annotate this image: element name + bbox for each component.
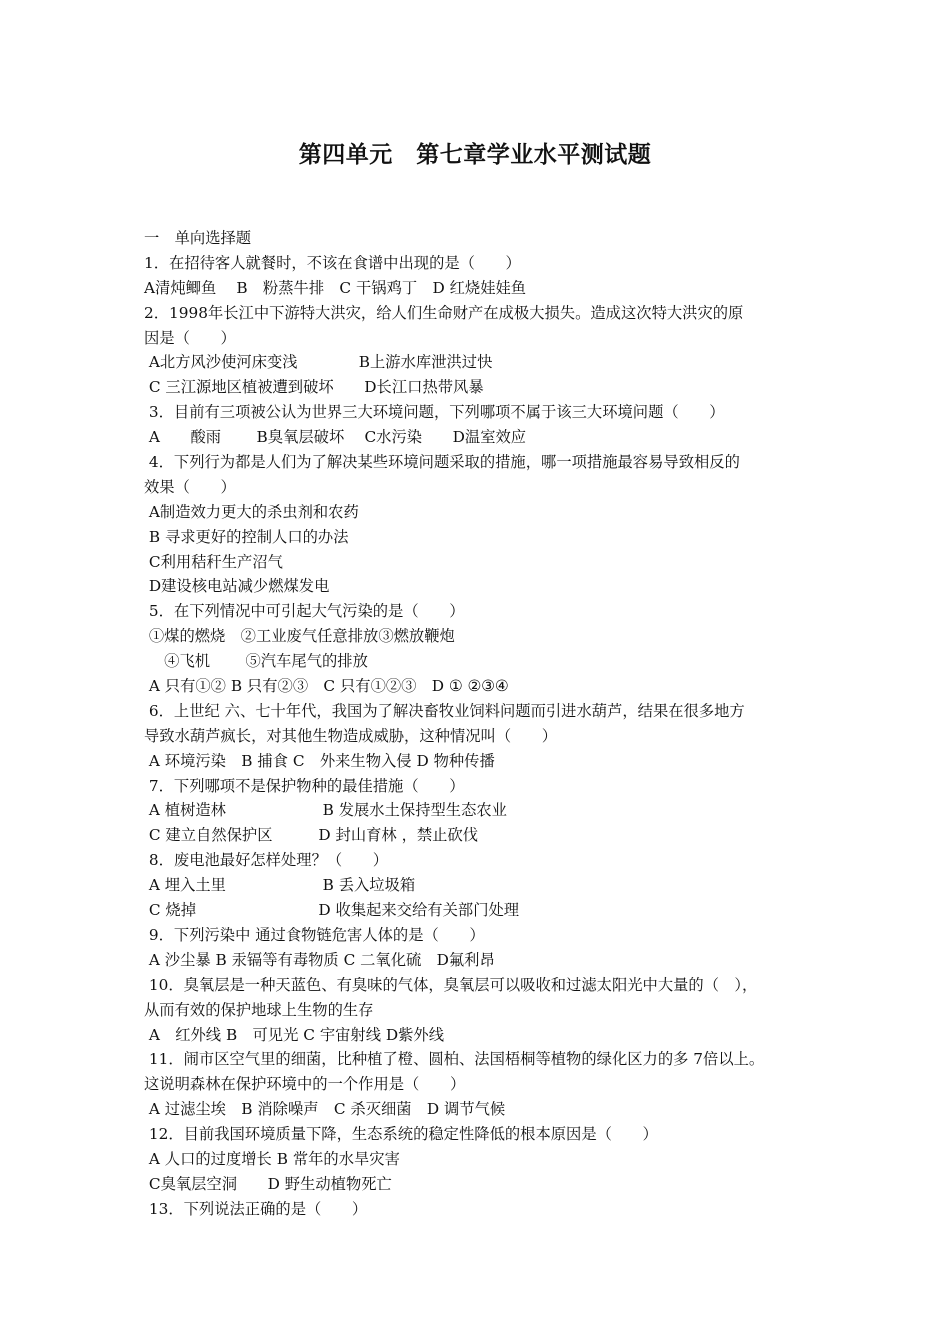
text-line: C 烧掉 D 收集起来交给有关部门处理 bbox=[144, 901, 520, 920]
text-line: C臭氧层空洞 D 野生动植物死亡 bbox=[144, 1174, 392, 1193]
text-line: 3．目前有三项被公认为世界三大环境问题，下列哪项不属于该三大环境问题（ ） bbox=[144, 403, 725, 422]
text-line: 6．上世纪 六、七十年代，我国为了解决畜牧业饲料问题而引进水葫芦，结果在很多地方 bbox=[144, 701, 745, 720]
text-line: C 三江源地区植被遭到破坏 D长江口热带风暴 bbox=[144, 378, 484, 397]
text-line: 5．在下列情况中可引起大气污染的是（ ） bbox=[144, 602, 465, 621]
text-line: 因是（ ） bbox=[144, 328, 236, 347]
text-line: A 植树造林 B 发展水土保持型生态农业 bbox=[144, 801, 507, 820]
text-line: A 埋入土里 B 丢入垃圾箱 bbox=[144, 876, 416, 895]
text-line: A 只有①② B 只有②③ C 只有①②③ D ① ②③④ bbox=[144, 677, 509, 696]
text-line: 11．闹市区空气里的细菌，比种植了橙、圆柏、法国梧桐等植物的绿化区力的多 7倍以上。 bbox=[144, 1050, 765, 1069]
text-line: 效果（ ） bbox=[144, 477, 236, 496]
text-line: 导致水葫芦疯长，对其他生物造成威胁，这种情况叫（ ） bbox=[144, 726, 558, 745]
text-line: 8．废电池最好怎样处理？（ ） bbox=[144, 851, 389, 870]
text-line: 这说明森林在保护环境中的一个作用是（ ） bbox=[144, 1075, 466, 1094]
text-line: D建设核电站减少燃煤发电 bbox=[144, 577, 330, 596]
text-line: 13．下列说法正确的是（ ） bbox=[144, 1199, 368, 1218]
text-line: A 沙尘暴 B 汞镉等有毒物质 C 二氧化硫 D氟利昂 bbox=[144, 950, 495, 969]
text-line: 9．下列污染中 通过食物链危害人体的是（ ） bbox=[144, 925, 485, 944]
text-line: ①煤的燃烧 ②工业废气任意排放③燃放鞭炮 bbox=[144, 627, 455, 646]
text-line: 4．下列行为都是人们为了解决某些环境问题采取的措施，哪一项措施最容易导致相反的 bbox=[144, 453, 740, 472]
text-line: 2．1998年长江中下游特大洪灾，给人们生命财产在成极大损失。造成这次特大洪灾的原 bbox=[144, 303, 744, 322]
text-line: C利用秸秆生产沼气 bbox=[144, 552, 283, 571]
text-line: A制造效力更大的杀虫剂和农药 bbox=[144, 502, 359, 521]
document-title: 第四单元 第七章学业水平测试题 bbox=[298, 142, 652, 168]
text-line: C 建立自然保护区 D 封山育林 ，禁止砍伐 bbox=[144, 826, 479, 845]
text-line: A 过滤尘埃 B 消除噪声 C 杀灭细菌 D 调节气候 bbox=[144, 1100, 506, 1119]
text-line: A 人口的过度增长 B 常年的水旱灾害 bbox=[144, 1149, 400, 1168]
text-line: A 环境污染 B 捕食 C 外来生物入侵 D 物种传播 bbox=[144, 751, 495, 770]
text-line: 7．下列哪项不是保护物种的最佳措施（ ） bbox=[144, 776, 465, 795]
text-line: A 红外线 B 可见光 C 宇宙射线 D紫外线 bbox=[144, 1025, 445, 1044]
text-line: 一 单向选择题 bbox=[144, 229, 252, 247]
text-line: A 酸雨 B臭氧层破坏 C水污染 D温室效应 bbox=[144, 428, 527, 447]
text-line: A清炖鲫鱼 B 粉蒸牛排 C 干锅鸡丁 D 红烧娃娃鱼 bbox=[144, 278, 527, 297]
text-line: 12．目前我国环境质量下降，生态系统的稳定性降低的根本原因是（ ） bbox=[144, 1125, 658, 1144]
text-line: 从而有效的保护地球上生物的生存 bbox=[144, 1000, 374, 1019]
text-line: 10．臭氧层是一种天蓝色、有臭味的气体，臭氧层可以吸收和过滤太阳光中大量的（ ）， bbox=[144, 975, 758, 994]
text-line: ④飞机 ⑤汽车尾气的排放 bbox=[144, 652, 368, 671]
text-line: A北方风沙使河床变浅 B上游水库泄洪过快 bbox=[144, 353, 493, 372]
text-line: 1．在招待客人就餐时，不该在食谱中出现的是（ ） bbox=[144, 253, 521, 272]
text-line: B 寻求更好的控制人口的办法 bbox=[144, 527, 349, 546]
document-body bbox=[144, 226, 834, 1222]
